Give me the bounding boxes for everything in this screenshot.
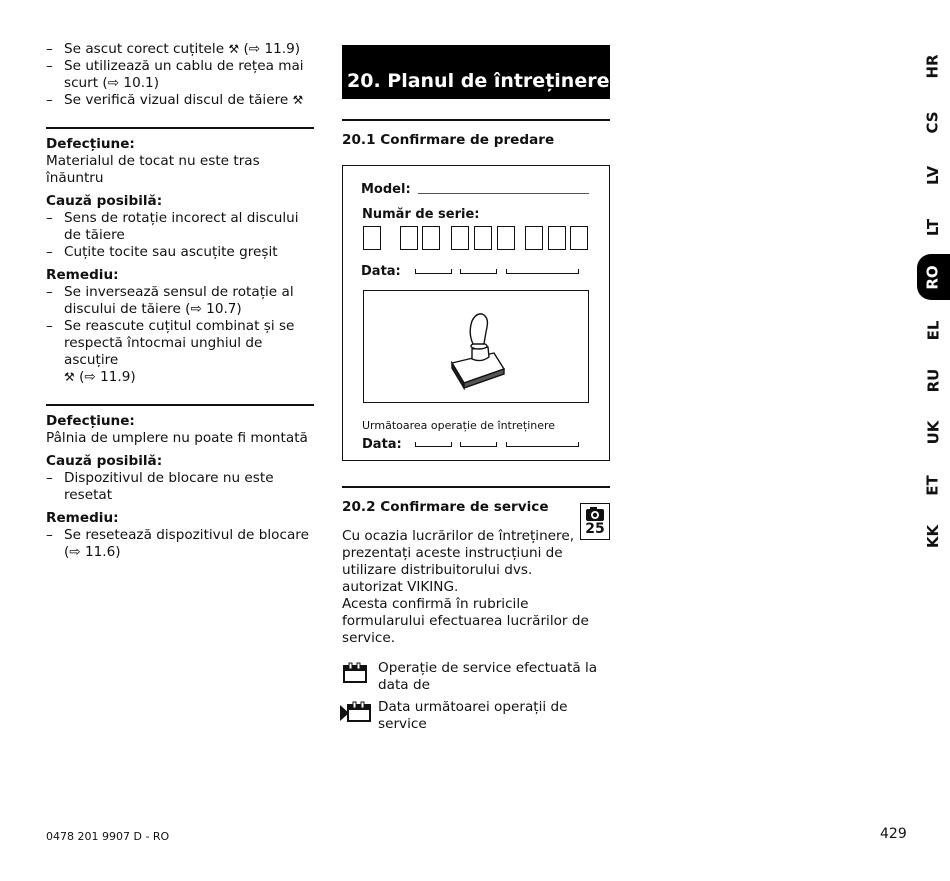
list-item: – Se utilizează un cablu de rețea mai scurt (⇨ 10.1) [46,58,314,92]
list-item: – Se ascut corect cuțitele ⚒ (⇨ 11.9) [46,41,314,58]
list-item: – Se resetează dispozitivul de blocare (⇨ 11.6) [46,527,314,561]
serial-label: Număr de serie: [362,207,480,222]
calendar-icon [342,662,368,684]
language-tab-el[interactable]: EL [924,320,942,340]
remedy-list [46,527,314,561]
remedy-list [46,284,314,386]
paragraph: Cu ocazia lucrărilor de întreținere, prezentați aceste instrucțiuni de utilizare distribuitorului dvs. autorizat VIKING. [342,528,575,595]
list-item: – Se inversează sensul de rotație al discului de tăiere (⇨ 10.7) [46,284,314,318]
model-field [418,193,589,194]
tool-icon: ⚒ [292,93,304,107]
service-item [342,699,610,733]
language-tab-ro[interactable]: RO [917,254,950,300]
section-title: 20. Planul de întreținere [342,45,610,99]
top-list [46,41,314,109]
language-tab-kk[interactable]: KK [924,524,942,548]
service-item-text: Operație de service efectuată la data de [378,660,598,693]
cause-label: Cauză posibilă: [46,453,163,469]
left-column [46,41,314,561]
stamp-icon [364,291,588,402]
camera-icon [580,503,610,540]
date-label: Data: [361,264,401,279]
tool-icon: ⚒ [64,370,75,384]
subsection-title: 20.2 Confirmare de service [342,499,549,515]
cause-list [46,470,314,504]
divider [46,404,314,406]
language-tab-cs[interactable]: CS [924,110,942,134]
handover-form [342,165,610,461]
divider [342,486,610,488]
defect-label: Defecțiune: [46,413,135,429]
defect-label: Defecțiune: [46,136,135,152]
divider [342,119,610,121]
language-tab-hr[interactable]: HR [923,53,942,79]
list-item: – Se verifică vizual discul de tăiere ⚒ [46,92,314,109]
service-item-text: Data următoarei operații de service [378,699,568,732]
list-item: – Se reascute cuțitul combinat și se respectă întocmai unghiul de ascuțire ⚒ (⇨ 11.9) [46,318,314,386]
language-tab-uk[interactable]: UK [924,420,942,444]
document-code: 0478 201 9907 D - RO [46,830,170,843]
language-tab-ru[interactable]: RU [923,368,942,392]
language-tab-et[interactable]: ET [923,474,942,496]
remedy-label: Remediu: [46,510,119,526]
defect-text: Materialul de tocat nu este tras înăuntru [46,153,260,186]
divider [46,127,314,129]
list-item: – Sens de rotație incorect al discului de tăiere [46,210,314,244]
cause-label: Cauză posibilă: [46,193,163,209]
defect-text: Pâlnia de umplere nu poate fi montată [46,430,308,446]
page-number: 429 [880,826,907,842]
calendar-next-icon [340,701,374,725]
next-date-label: Data: [362,437,402,452]
right-column [342,45,610,733]
list-item: – Cuțite tocite sau ascuțite greșit [46,244,314,261]
cause-list [46,210,314,261]
list-item: – Dispozitivul de blocare nu este resetat [46,470,314,504]
stamp-area [363,290,589,403]
service-item [342,660,610,694]
language-tab-lv[interactable]: LV [923,165,942,185]
next-maintenance-label: Următoarea operație de întreținere [362,419,556,432]
tool-icon: ⚒ [228,42,240,56]
camera-number: 25 [585,521,605,537]
model-label: Model: [361,182,411,197]
language-tab-lt[interactable]: LT [924,218,942,236]
subsection-title: 20.1 Confirmare de predare [342,132,555,148]
paragraph: Acesta confirmă în rubricile formularului efectuarea lucrărilor de service. [342,596,589,646]
remedy-label: Remediu: [46,267,119,283]
